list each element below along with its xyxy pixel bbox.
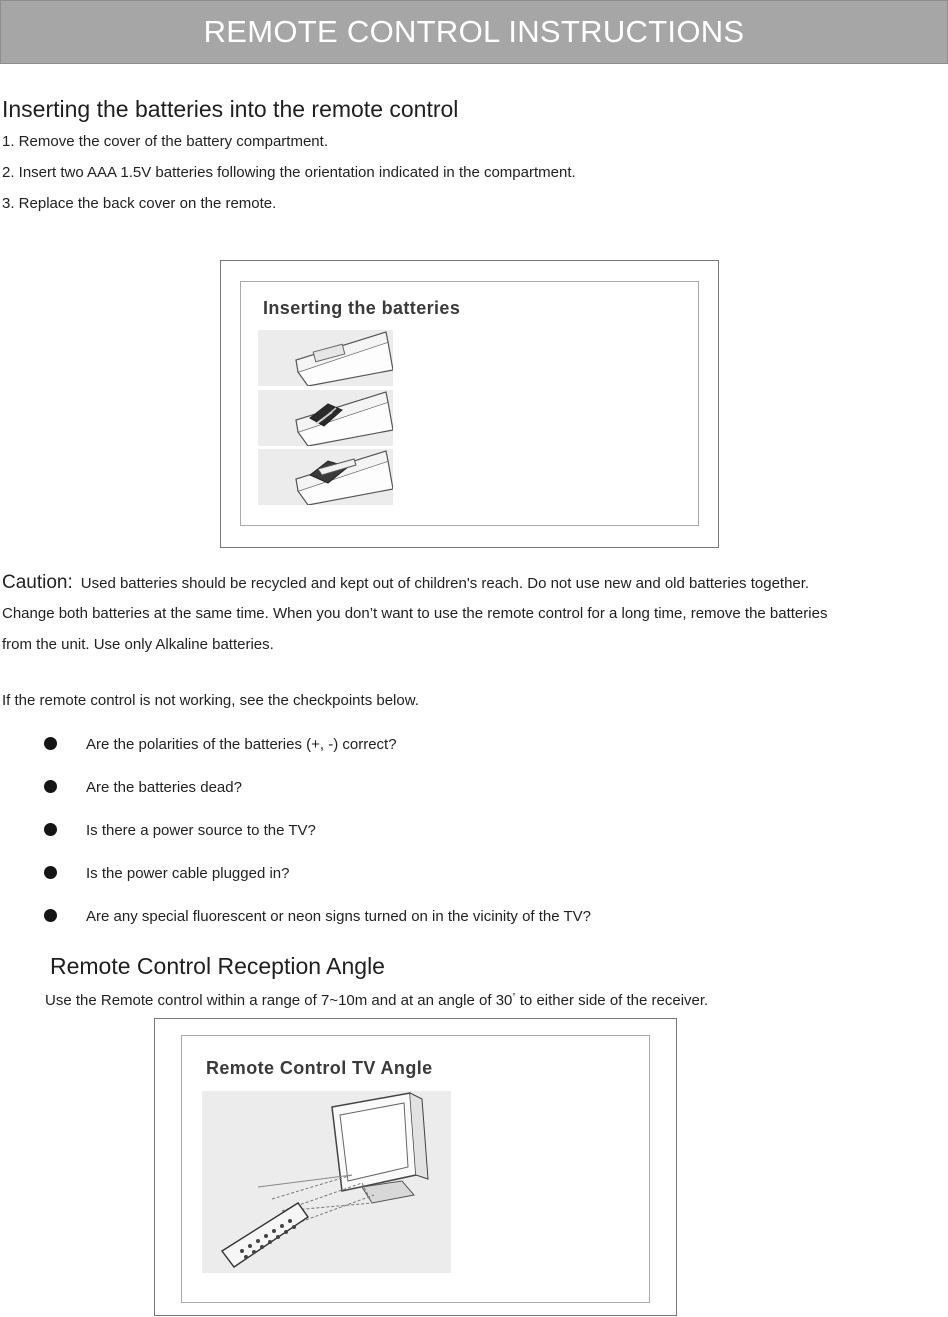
caution-line-1 [2,572,809,594]
checkpoint-4: Is the power cable plugged in? [86,865,290,882]
battery-figure [220,260,719,548]
remote-tv-angle-icon [202,1091,451,1273]
reception-text [45,992,708,1009]
battery-step-1: 1. Remove the cover of the battery compartment. [2,133,328,150]
battery-step-3: 3. Replace the back cover on the remote. [2,195,277,212]
battery-figure-title: Inserting the batteries [263,298,461,318]
battery-step-1-illustration [258,330,393,386]
caution-text-1: Used batteries should be recycled and kept out of children's reach. Do not use new and old batteries together. [80,575,810,592]
degree-symbol: ° [512,992,516,1001]
battery-step-2-illustration [258,390,393,446]
troubleshoot-intro: If the remote control is not working, see the checkpoints below. [2,692,419,709]
reception-text-main: Use the Remote control within a range of 7~10m and at an angle of 30 [45,992,513,1009]
tv-angle-figure-frame [181,1035,650,1303]
batteries-section-title: Inserting the batteries into the remote control [2,96,459,122]
bullet-icon [44,737,57,750]
remote-cover-replace-icon [258,449,393,505]
tv-angle-figure-title: Remote Control TV Angle [206,1058,433,1078]
battery-step-2: 2. Insert two AAA 1.5V batteries following the orientation indicated in the compartment. [2,164,576,181]
remote-battery-insert-icon [258,390,393,446]
bullet-icon [44,823,57,836]
tv-angle-illustration [202,1091,451,1273]
page-header [0,0,948,64]
caution-line-3: from the unit. Use only Alkaline batteries. [2,636,274,653]
battery-figure-frame [240,281,699,526]
checkpoint-5: Are any special fluorescent or neon signs turned on in the vicinity of the TV? [86,908,592,925]
reception-section-title: Remote Control Reception Angle [50,953,385,979]
page-title: REMOTE CONTROL INSTRUCTIONS [203,14,745,49]
remote-cover-closed-icon [258,330,393,386]
reception-text-end: to either side of the receiver. [515,992,709,1009]
checkpoint-2: Are the batteries dead? [86,779,242,796]
bullet-icon [44,909,57,922]
checkpoint-1: Are the polarities of the batteries (+, -) correct? [86,736,397,753]
checkpoint-3: Is there a power source to the TV? [86,822,316,839]
battery-step-3-illustration [258,449,393,505]
caution-label: Caution: [2,572,73,593]
caution-line-2: Change both batteries at the same time. When you don’t want to use the remote control for a long time, remove the batteries [2,605,828,622]
tv-angle-figure [154,1018,677,1316]
bullet-icon [44,780,57,793]
bullet-icon [44,866,57,879]
